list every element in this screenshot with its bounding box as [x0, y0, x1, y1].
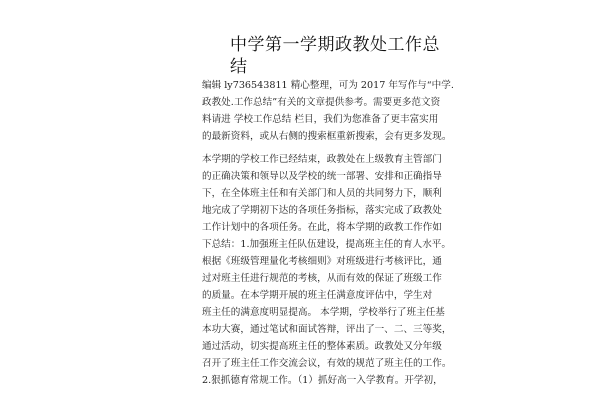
intro-line: 政教处.工作总结”有关的文章提供参考。需要更多范文资 [202, 97, 441, 108]
body-line: 召开了班主任工作交流会议，有效的规范了班主任的工作。 [202, 358, 452, 369]
intro-paragraph [202, 77, 454, 145]
body-line: 下总结：1.加强班主任队伍建设，提高班主任的育人水平。 [202, 239, 451, 250]
body-line: 地完成了学期初下达的各项任务指标，落实完成了政教处 [202, 205, 442, 216]
title-line-2: 结 [230, 57, 248, 77]
body-line: 本学期的学校工作已经结束，政教处在上级教育主管部门 [202, 154, 442, 165]
body-line: 过对班主任进行规范的考核，从而有效的保证了班级工作 [202, 273, 442, 284]
body-line: 2.狠抓德育常规工作。（1）抓好高一入学教育。开学初， [202, 375, 443, 386]
intro-line: 料请进 学校工作总结 栏目，我们为您准备了更丰富实用 [202, 114, 439, 125]
body-line: 根据《班级管理量化考核细则》对班级进行考核评比，通 [202, 256, 442, 267]
body-paragraph [202, 151, 452, 389]
body-line: 本功大赛，通过笔试和面试答辩，评出了一、二、三等奖， [202, 324, 452, 335]
body-line: 通过活动，切实提高班主任的整体素质。政教处又分年级 [202, 341, 442, 352]
body-line: 的质量。在本学期开展的班主任满意度评估中，学生对 [202, 290, 433, 301]
body-line: 的正确决策和领导以及学校的统一部署、安排和正确指导 [202, 171, 442, 182]
intro-line: 的最新资料，或从右侧的搜索框重新搜索，会有更多发现。 [202, 131, 452, 142]
title-line-1: 中学第一学期政教处工作总 [230, 35, 440, 55]
body-line: 下，在全体班主任和有关部门和人员的共同努力下，顺利 [202, 188, 442, 199]
intro-line: 编辑 ly736543811 精心整理，可为 2017 年写作与“中学. [202, 80, 454, 91]
document-title [200, 34, 440, 78]
body-line: 工作计划中的各项任务。在此，将本学期的政教工作作如 [202, 222, 442, 233]
body-line: 班主任的满意度明显提高。 本学期，学校举行了班主任基 [202, 307, 445, 318]
